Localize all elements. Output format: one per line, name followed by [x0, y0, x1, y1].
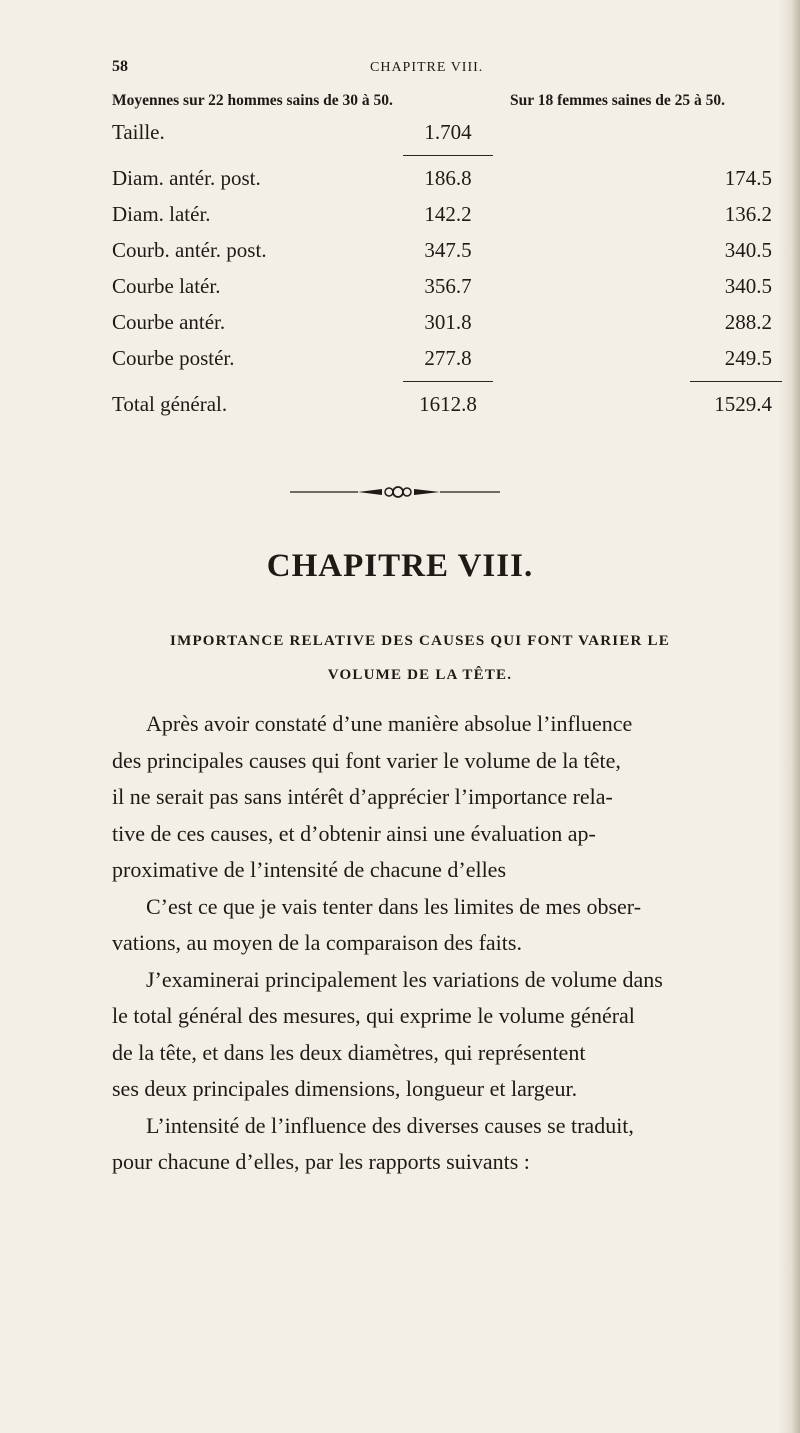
caption-women: Sur 18 femmes saines de 25 à 50.: [510, 92, 725, 109]
text-line: Après avoir constaté d’une manière absolue l’influence: [146, 711, 633, 736]
row-label: Diam. latér.: [112, 201, 211, 226]
page-number: 58: [112, 58, 128, 75]
table-separator: [112, 376, 784, 386]
paragraph-4: [112, 1108, 762, 1181]
men-total-rule: [403, 381, 493, 382]
text-line: pour chacune d’elles, par les rapports suivants :: [112, 1149, 530, 1174]
text-line: J’examinerai principalement les variations de volume dans: [146, 966, 663, 992]
women-value: 340.5: [724, 273, 772, 298]
text-line: de la tête, et dans les deux diamètres, qui représentent: [112, 1039, 586, 1065]
women-value: 136.2: [724, 201, 772, 226]
subtitle-line: IMPORTANCE RELATIVE DES CAUSES QUI FONT VARIER LE: [170, 633, 670, 649]
caption-men: Moyennes sur 22 hommes sains de 30 à 50.: [112, 92, 393, 109]
men-value: 277.8: [424, 345, 472, 370]
row-label: Courbe antér.: [112, 309, 226, 334]
row-label: Taille.: [112, 119, 165, 144]
men-value: 301.8: [424, 309, 472, 334]
text-line: tive de ces causes, et d’obtenir ainsi une évaluation ap-: [112, 820, 596, 846]
women-value: 174.5: [724, 165, 772, 190]
men-value: 142.2: [424, 201, 472, 226]
table-separator: [112, 150, 784, 160]
table-row-stature: [112, 114, 784, 150]
paragraph-2: [112, 889, 762, 962]
women-value: 340.5: [724, 237, 772, 262]
women-value: 288.2: [724, 309, 772, 334]
text-line: proximative de l’intensité de chacune d’elles: [112, 857, 507, 882]
table-row: [112, 304, 784, 340]
chapter-title: CHAPITRE VIII.: [266, 548, 534, 584]
body-text: [112, 706, 762, 1181]
women-value: 249.5: [724, 345, 772, 370]
measurements-table: [112, 114, 784, 422]
men-value: 347.5: [424, 237, 472, 262]
paragraph-1: [112, 706, 762, 889]
row-label: Diam. antér. post.: [112, 165, 261, 190]
paragraph-3: [112, 962, 762, 1108]
text-line: vations, au moyen de la comparaison des faits.: [112, 930, 522, 955]
men-column-rule: [403, 155, 493, 156]
table-row: [112, 340, 784, 376]
running-title: CHAPITRE VIII.: [370, 60, 484, 75]
women-total-rule: [690, 381, 782, 382]
table-row: [112, 268, 784, 304]
row-label: Total général.: [112, 391, 228, 416]
men-value: 356.7: [424, 273, 472, 298]
text-line: le total général des mesures, qui exprime le volume général: [112, 1003, 635, 1028]
table-row: [112, 232, 784, 268]
table-row: [112, 160, 784, 196]
table-row: [112, 196, 784, 232]
text-line: C’est ce que je vais tenter dans les limites de mes obser-: [146, 893, 642, 919]
subtitle-line: VOLUME DE LA TÊTE.: [327, 667, 513, 683]
chapter-subtitle: [100, 624, 740, 692]
table-caption: [112, 92, 772, 114]
text-line: il ne serait pas sans intérêt d’apprécier l’importance rela-: [112, 784, 613, 809]
table-row-total: [112, 386, 784, 422]
men-value: 1.704: [424, 119, 472, 144]
running-head: [0, 58, 800, 82]
men-total: 1612.8: [419, 391, 477, 416]
text-line: L’intensité de l’influence des diverses causes se traduit,: [146, 1112, 634, 1138]
text-line: des principales causes qui font varier le volume de la tête,: [112, 747, 621, 773]
row-label: Courbe postér.: [112, 345, 235, 370]
row-label: Courb. antér. post.: [112, 237, 267, 262]
text-line: ses deux principales dimensions, longueur et largeur.: [112, 1076, 578, 1101]
women-total: 1529.4: [714, 391, 772, 416]
row-label: Courbe latér.: [112, 273, 221, 298]
men-value: 186.8: [424, 165, 472, 190]
ornament-rule-icon: [290, 482, 500, 502]
